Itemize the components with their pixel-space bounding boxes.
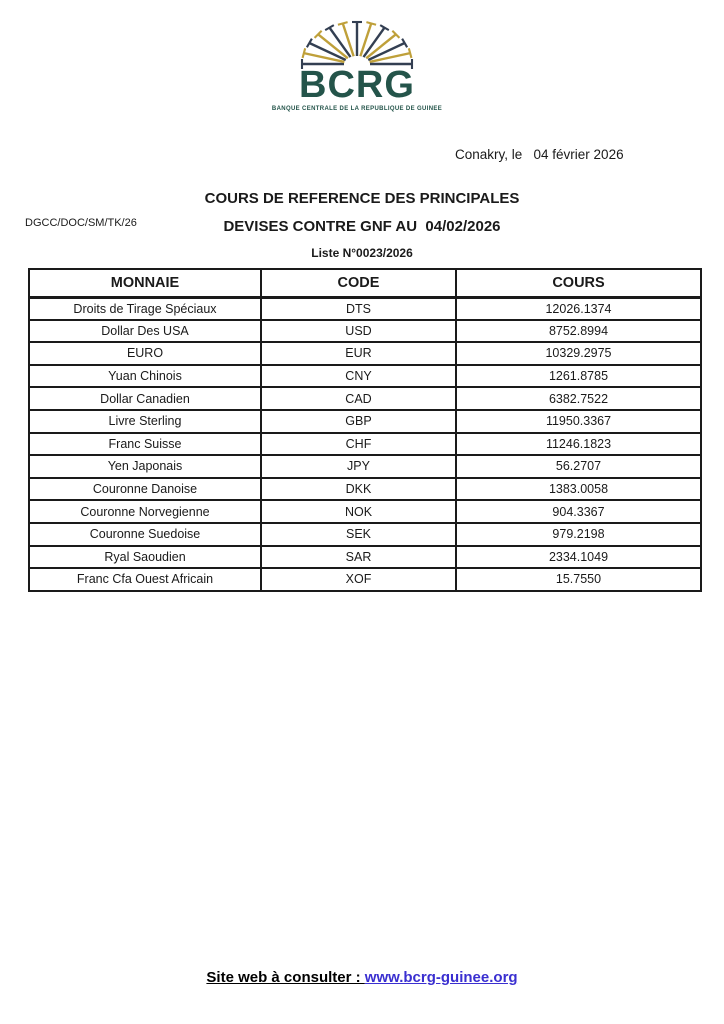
currency-code: SAR <box>261 546 456 569</box>
currency-code: XOF <box>261 568 456 591</box>
dateline: Conakry, le 04 février 2026 <box>455 147 624 162</box>
table-row <box>29 433 701 456</box>
currency-code: CHF <box>261 433 456 456</box>
table-row <box>29 568 701 591</box>
currency-code: NOK <box>261 500 456 523</box>
table-row <box>29 523 701 546</box>
sunburst-rays-icon <box>297 12 417 72</box>
currency-rate: 979.2198 <box>456 523 701 546</box>
table-header-row <box>29 269 701 297</box>
currency-name: Livre Sterling <box>29 410 261 433</box>
currency-name: Couronne Norvegienne <box>29 500 261 523</box>
logo-acronym: BCRG <box>299 64 415 106</box>
page-title-line2: DEVISES CONTRE GNF AU 04/02/2026 <box>223 218 501 235</box>
exchange-rates-table <box>28 268 702 592</box>
column-header-cours: COURS <box>456 269 701 297</box>
table-row <box>29 455 701 478</box>
page-title-line1: COURS DE REFERENCE DES PRINCIPALES <box>204 190 520 207</box>
currency-code: SEK <box>261 523 456 546</box>
table-row <box>29 297 701 320</box>
currency-code: USD <box>261 320 456 343</box>
currency-name: Couronne Suedoise <box>29 523 261 546</box>
title-block <box>0 190 724 260</box>
currency-name: EURO <box>29 342 261 365</box>
website-link[interactable]: www.bcrg-guinee.org <box>364 969 518 986</box>
currency-rate: 10329.2975 <box>456 342 701 365</box>
footer <box>0 969 724 986</box>
currency-code: CNY <box>261 365 456 388</box>
currency-code: DKK <box>261 478 456 501</box>
currency-name: Dollar Canadien <box>29 387 261 410</box>
document-reference: DGCC/DOC/SM/TK/26 <box>25 217 137 229</box>
currency-name: Franc Cfa Ouest Africain <box>29 568 261 591</box>
bcrg-logo <box>271 12 443 112</box>
currency-rate: 1261.8785 <box>456 365 701 388</box>
currency-rate: 6382.7522 <box>456 387 701 410</box>
currency-name: Dollar Des USA <box>29 320 261 343</box>
website-label: Site web à consulter : <box>206 969 365 986</box>
logo-tagline: BANQUE CENTRALE DE LA REPUBLIQUE DE GUINEE <box>271 106 443 112</box>
currency-rate: 11246.1823 <box>456 433 701 456</box>
table-row <box>29 387 701 410</box>
list-number: Liste N°0023/2026 <box>311 246 413 260</box>
table-row <box>29 546 701 569</box>
table-row <box>29 410 701 433</box>
currency-code: GBP <box>261 410 456 433</box>
currency-rate: 8752.8994 <box>456 320 701 343</box>
column-header-monnaie: MONNAIE <box>29 269 261 297</box>
column-header-code: CODE <box>261 269 456 297</box>
currency-code: EUR <box>261 342 456 365</box>
currency-name: Yuan Chinois <box>29 365 261 388</box>
currency-rate: 1383.0058 <box>456 478 701 501</box>
currency-name: Franc Suisse <box>29 433 261 456</box>
currency-name: Droits de Tirage Spéciaux <box>29 297 261 320</box>
currency-name: Yen Japonais <box>29 455 261 478</box>
currency-rate: 15.7550 <box>456 568 701 591</box>
currency-rate: 904.3367 <box>456 500 701 523</box>
table-row <box>29 500 701 523</box>
currency-rate: 12026.1374 <box>456 297 701 320</box>
currency-code: DTS <box>261 297 456 320</box>
currency-code: CAD <box>261 387 456 410</box>
currency-rate: 11950.3367 <box>456 410 701 433</box>
currency-code: JPY <box>261 455 456 478</box>
currency-rate: 56.2707 <box>456 455 701 478</box>
currency-rate: 2334.1049 <box>456 546 701 569</box>
table-row <box>29 320 701 343</box>
table-row <box>29 478 701 501</box>
table-row <box>29 365 701 388</box>
currency-name: Couronne Danoise <box>29 478 261 501</box>
table-row <box>29 342 701 365</box>
currency-name: Ryal Saoudien <box>29 546 261 569</box>
